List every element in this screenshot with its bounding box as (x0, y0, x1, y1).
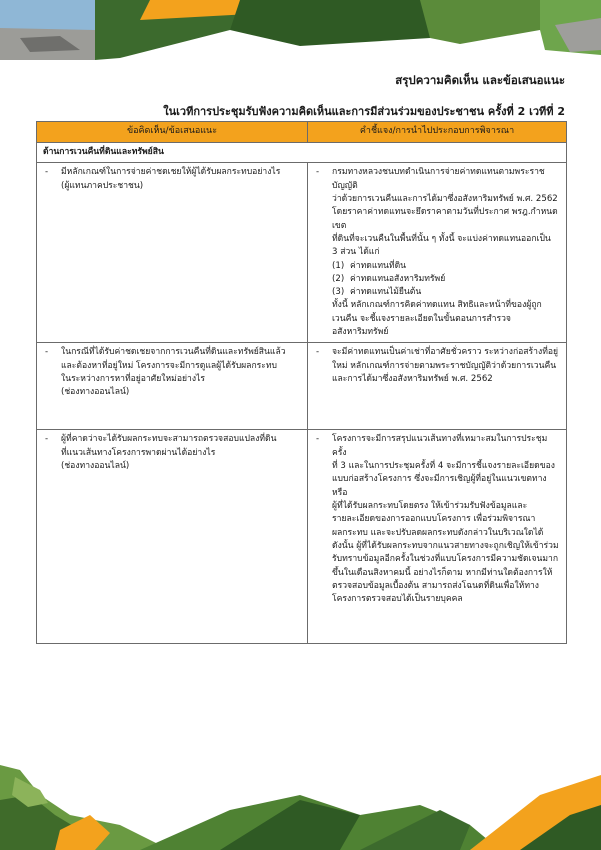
response-line: โครงการตรวจสอบได้เป็นรายบุคคล (332, 594, 463, 605)
comment-source: (ผู้แทนภาคประชาชน) (61, 180, 144, 191)
page-subtitle: ในเวทีการประชุมรับฟังความคิดเห็นและการมีส่วนร่วมของประชาชน ครั้งที่ 2 เวทีที่ 2 (163, 105, 565, 118)
comments-table (36, 121, 567, 644)
response-line: เวนคืน จะชี้แจงรายละเอียดในขั้นตอนการสำรวจอสังหาริมทรัพย์ (332, 313, 511, 338)
response-line: ที่ดินที่จะเวนคืนในพื้นที่นั้น ๆ ทั้งนี้ จะแบ่งค่าทดแทนออกเป็น (332, 233, 551, 244)
bullet-dash: - (45, 434, 49, 445)
compensation-item: (2) ค่าทดแทนอสังหาริมทรัพย์ (332, 273, 446, 284)
table-row (37, 163, 567, 343)
comment-source: (ช่องทางออนไลน์) (61, 461, 130, 471)
response-line: กรมทางหลวงชนบทดำเนินการจ่ายค่าทดแทนตามพระราชบัญญัติ (332, 167, 545, 191)
comment-line: ในระหว่างการหาที่อยู่อาศัยใหม่อย่างไร (61, 374, 205, 384)
bullet-dash: - (316, 167, 320, 178)
comment-cell (37, 163, 308, 343)
table-row (37, 430, 567, 644)
response-line: แบบก่อสร้างโครงการ ซึ่งจะมีการเชิญผู้ที่อยู่ในแนวเขตทางหรือ (332, 474, 547, 498)
compensation-item: (1) ค่าทดแทนที่ดิน (332, 260, 407, 271)
response-line: ใหม่ หลักเกณฑ์การจ่ายตามพระราชบัญญัติว่าด้วยการเวนคืน (332, 360, 557, 371)
section-title: ด้านการเวนคืนที่ดินและทรัพย์สิน (37, 143, 567, 163)
comment-line: ที่แนวเส้นทางโครงการพาดผ่านได้อย่างไร (61, 447, 216, 458)
section-row (37, 143, 567, 163)
response-line: ดังนั้น ผู้ที่ได้รับผลกระทบจากแนวสายทางจะถูกเชิญให้เข้าร่วม (332, 540, 559, 551)
table-header-row (37, 122, 567, 143)
page-title: สรุปความคิดเห็น และข้อเสนอแนะ (395, 73, 565, 87)
response-cell (308, 163, 567, 343)
response-line: ขึ้นในเดือนสิงหาคมนี้ อย่างไรก็ตาม หากมีท่านใดต้องการให้ (332, 567, 553, 578)
response-line: โครงการจะมีการสรุปแนวเส้นทางที่เหมาะสมในการประชุมครั้ง (332, 434, 548, 458)
comment-line: ในกรณีที่ได้รับค่าชดเชยจากการเวนคืนที่ดินและทรัพย์สินแล้ว (61, 347, 286, 358)
column-header-comments: ข้อคิดเห็น/ข้อเสนอแนะ (37, 122, 308, 143)
response-cell (308, 430, 567, 644)
header-banner (0, 0, 601, 62)
response-line: และการได้มาซึ่งอสังหาริมทรัพย์ พ.ศ. 2562 (332, 374, 493, 384)
response-line: 3 ส่วน ได้แก่ (332, 247, 380, 258)
response-line: รายละเอียดของการออกแบบโครงการ เพื่อร่วมพิจารณา (332, 514, 536, 525)
response-line: จะมีค่าทดแทนเป็นค่าเช่าที่อาศัยชั่วคราว ระหว่างก่อสร้างที่อยู่ (332, 347, 559, 358)
response-line: ตรวจสอบข้อมูลเบื้องต้น สามารถส่งโฉนดที่ดินเพื่อให้ทาง (332, 580, 540, 591)
response-line: ทั้งนี้ หลักเกณฑ์การคิดค่าทดแทน สิทธิและหน้าที่ของผู้ถูก (332, 300, 542, 311)
comment-line: มีหลักเกณฑ์ในการจ่ายค่าชดเชยให้ผู้ได้รับผลกระทบอย่างไร (61, 167, 281, 178)
bullet-dash: - (45, 347, 49, 358)
comment-line: ผู้ที่คาดว่าจะได้รับผลกระทบจะสามารถตรวจสอบแปลงที่ดิน (61, 434, 277, 445)
response-line: รับทราบข้อมูลอีกครั้งในช่วงที่แบบโครงการมีความชัดเจนมาก (332, 554, 559, 565)
response-line: ว่าด้วยการเวนคืนและการได้มาซึ่งอสังหาริมทรัพย์ พ.ศ. 2562 (332, 193, 558, 204)
response-line: ที่ 3 และในการประชุมครั้งที่ 4 จะมีการชี้แจงรายละเอียดของ (332, 461, 555, 471)
comment-line: และต้องหาที่อยู่ใหม่ โครงการจะมีการดูแลผู้ได้รับผลกระทบ (61, 360, 278, 371)
bullet-dash: - (45, 167, 49, 178)
table-row (37, 343, 567, 430)
comment-cell (37, 343, 308, 430)
column-header-responses: คำชี้แจง/การนำไปประกอบการพิจารณา (308, 122, 567, 143)
comment-cell (37, 430, 308, 644)
compensation-item: (3) ค่าทดแทนไม้ยืนต้น (332, 287, 422, 298)
response-line: ผลกระทบ และจะปรับลดผลกระทบดังกล่าวในบริเวณใดได้ (332, 527, 544, 538)
bullet-dash: - (316, 434, 320, 445)
footer-banner (0, 755, 601, 850)
response-line: ผู้ที่ได้รับผลกระทบโดยตรง ให้เข้าร่วมรับฟังข้อมูลและ (332, 500, 528, 511)
bullet-dash: - (316, 347, 320, 358)
response-cell (308, 343, 567, 430)
title-block (163, 72, 565, 120)
response-line: โดยราคาค่าทดแทนจะยึดราคาตามวันที่ประกาศ พรฎ.กำหนดเขต (332, 207, 558, 231)
comment-source: (ช่องทางออนไลน์) (61, 387, 130, 398)
